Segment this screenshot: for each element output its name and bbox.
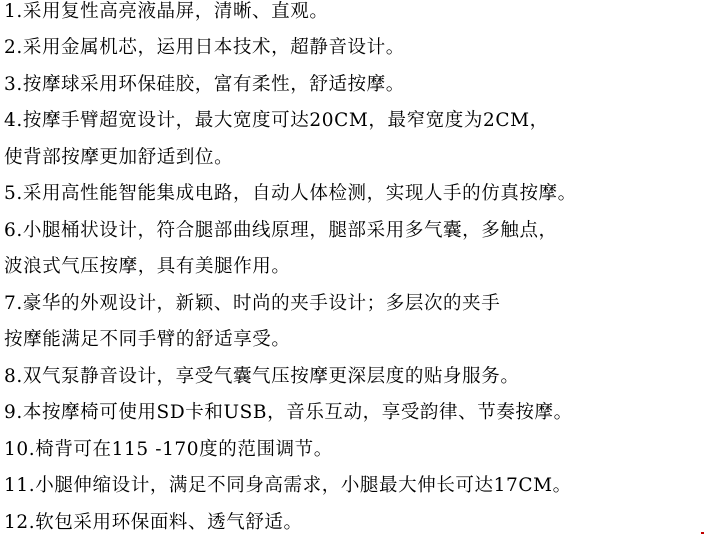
- feature-line-1: 1.采用复性高亮液晶屏，清晰、直观。: [4, 0, 710, 30]
- feature-line-7: 7.豪华的外观设计，新颖、时尚的夹手设计；多层次的夹手: [4, 286, 710, 323]
- feature-line-6: 6.小腿桶状设计，符合腿部曲线原理，腿部采用多气囊，多触点，: [4, 213, 710, 250]
- feature-line-10: 10.椅背可在115 -170度的范围调节。: [4, 432, 710, 469]
- feature-list: [4, 0, 710, 541]
- feature-line-3: 3.按摩球采用环保硅胶，富有柔性，舒适按摩。: [4, 67, 710, 104]
- feature-line-5: 5.采用高性能智能集成电路，自动人体检测，实现人手的仿真按摩。: [4, 176, 710, 213]
- feature-line-2: 2.采用金属机芯，运用日本技术，超静音设计。: [4, 30, 710, 67]
- corner-mark: [701, 532, 704, 534]
- feature-line-6-continued: 波浪式气压按摩，具有美腿作用。: [4, 249, 710, 286]
- feature-line-12: 12.软包采用环保面料、透气舒适。: [4, 505, 710, 541]
- feature-line-4-continued: 使背部按摩更加舒适到位。: [4, 140, 710, 177]
- feature-line-7-continued: 按摩能满足不同手臂的舒适享受。: [4, 322, 710, 359]
- feature-line-8: 8.双气泵静音设计，享受气囊气压按摩更深层度的贴身服务。: [4, 359, 710, 396]
- feature-line-11: 11.小腿伸缩设计，满足不同身高需求，小腿最大伸长可达17CM。: [4, 468, 710, 505]
- feature-line-9: 9.本按摩椅可使用SD卡和USB，音乐互动，享受韵律、节奏按摩。: [4, 395, 710, 432]
- feature-line-4: 4.按摩手臂超宽设计，最大宽度可达20CM，最窄宽度为2CM，: [4, 103, 710, 140]
